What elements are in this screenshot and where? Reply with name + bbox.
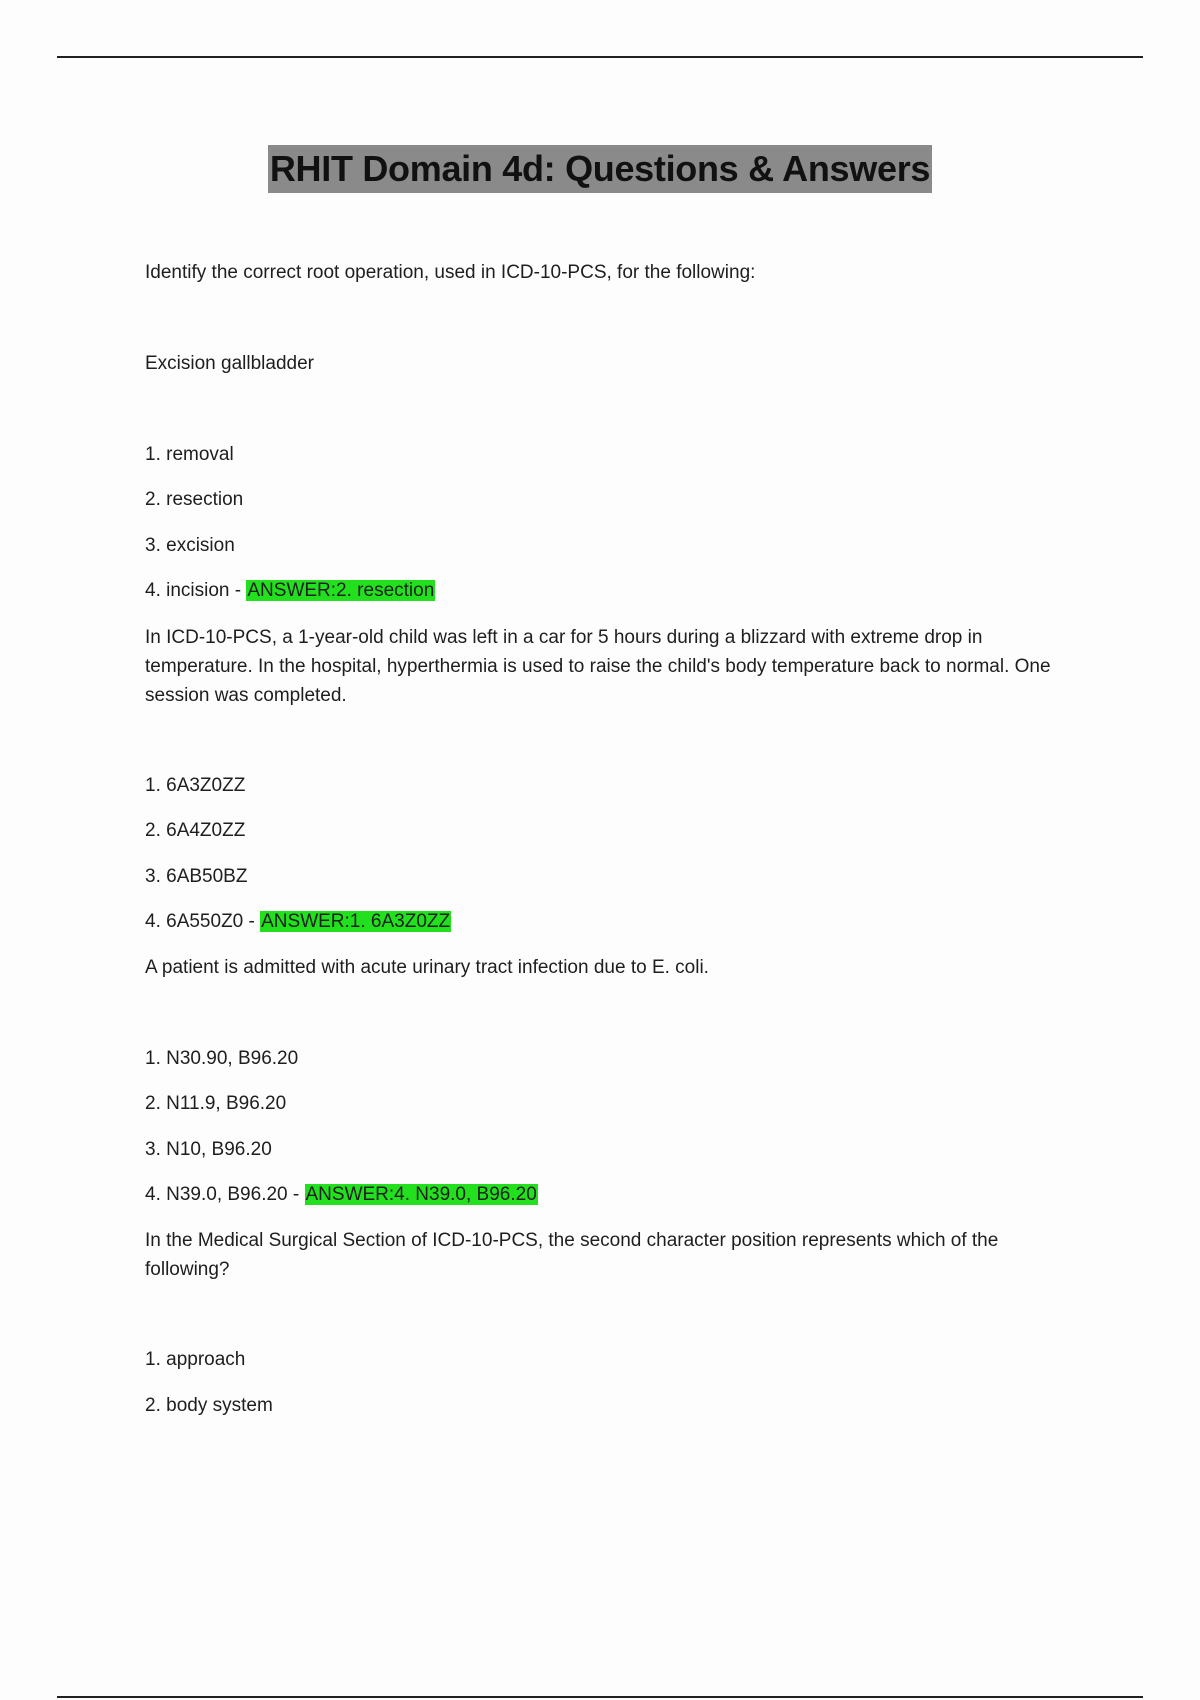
header-rule <box>57 56 1143 58</box>
question-2-option-4-row <box>145 908 451 936</box>
question-3-stem: A patient is admitted with acute urinary tract infection due to E. coli. <box>145 957 709 978</box>
question-3-answer: ANSWER:4. N39.0, B96.20 <box>305 1184 537 1205</box>
question-2-answer: ANSWER:1. 6A3Z0ZZ <box>261 911 451 932</box>
question-4-option-1: 1. approach <box>145 1349 246 1370</box>
question-1-intro: Identify the correct root operation, used in ICD-10-PCS, for the following: <box>145 262 756 283</box>
question-4-option-2: 2. body system <box>145 1395 273 1416</box>
question-3-option-4: 4. N39.0, B96.20 - <box>145 1184 305 1205</box>
question-1-option-1: 1. removal <box>145 444 234 465</box>
question-1-option-4-row <box>145 577 435 605</box>
question-2-option-2: 2. 6A4Z0ZZ <box>145 820 246 841</box>
title-container <box>0 145 1200 193</box>
question-2-option-4: 4. 6A550Z0 - <box>145 911 261 932</box>
footer-rule <box>57 1696 1143 1698</box>
question-2-stem: In ICD-10-PCS, a 1-year-old child was left in a car for 5 hours during a blizzard with extreme drop in temperature. In the hospital, hyperthermia is used to raise the child's body temperature back to normal. One session was completed. <box>145 627 1051 706</box>
question-2-option-1: 1. 6A3Z0ZZ <box>145 775 246 796</box>
question-3-option-2: 2. N11.9, B96.20 <box>145 1093 287 1114</box>
question-3-option-1: 1. N30.90, B96.20 <box>145 1048 299 1069</box>
question-1-stem: Excision gallbladder <box>145 353 314 374</box>
question-1-option-3: 3. excision <box>145 535 235 556</box>
question-1-answer: ANSWER:2. resection <box>247 580 435 601</box>
question-3-option-3: 3. N10, B96.20 <box>145 1139 272 1160</box>
question-4-stem: In the Medical Surgical Section of ICD-10-PCS, the second character position represents which of the following? <box>145 1230 999 1280</box>
question-1-option-2: 2. resection <box>145 489 244 510</box>
question-2-option-3: 3. 6AB50BZ <box>145 866 248 887</box>
question-3-option-4-row <box>145 1181 538 1209</box>
question-1-option-4: 4. incision - <box>145 580 247 601</box>
page-title: RHIT Domain 4d: Questions & Answers <box>268 145 932 193</box>
